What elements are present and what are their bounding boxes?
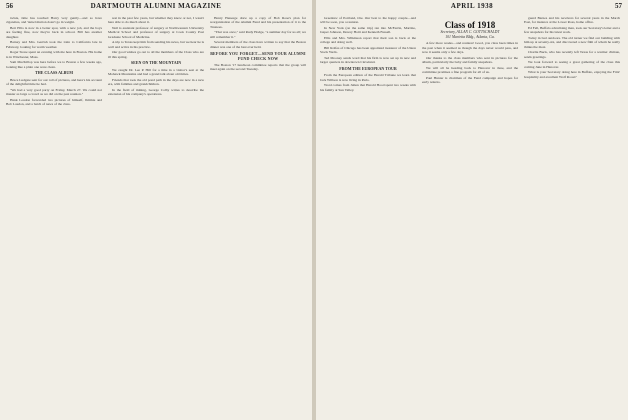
- paragraph: Our thanks to the class members who sent in pictures for the album, particularly the baby and family snapshots.: [422, 55, 518, 64]
- left-column-2: [108, 16, 204, 98]
- paragraph: Paul Hunter is chairman of the Fund campaign and hopes for early returns.: [422, 75, 518, 84]
- left-column-1: [6, 16, 102, 108]
- right-column-2: [422, 16, 518, 86]
- paragraph: In the field of mining, George Colby writes to describe the extension of his company's operations.: [108, 87, 204, 97]
- class-address: 101 Marietta Bldg., Atlanta, Ga.: [445, 34, 495, 39]
- running-title: DARTMOUTH ALUMNI MAGAZINE: [90, 2, 222, 10]
- right-page: [316, 0, 628, 420]
- left-column-3: [210, 16, 306, 73]
- paragraph: Hank Loudon forwarded two pictures of himself, Jimmie and Bob Loudon, and a batch of news of the class.: [6, 97, 102, 107]
- class-heading: [422, 20, 518, 39]
- right-column-3: [524, 16, 620, 80]
- paragraph: "That was once," said Rudy Hodge, "a summer day for us all; we still remember it.": [210, 30, 306, 39]
- paragraph: Bill Rolfes of Chicago has been appointed treasurer of the Union Stock Yards.: [320, 46, 416, 55]
- paragraph: In New York (on the same trip) ran into McFerrin, Martino, Jasper Johnson, Dewey Hoitt and Kenneth Fussell.: [320, 26, 416, 35]
- paragraph: Charlie Buck, who has recently left Texas for a warmer climate, sends greetings.: [524, 50, 620, 59]
- paragraph: A few more weeks—and reunion! Good, you class been times in the past when it seemed as though the days never would pass, and now it seems only a few days.: [422, 41, 518, 54]
- page-number: 56: [6, 2, 13, 10]
- paragraph: Greenlaw of Portland, Ore. Our best to the happy couple—and will be soon, you a reunion.: [320, 16, 416, 25]
- paragraph: Friends that took the old pond path in the days are now in a new era, with families and grandchildren.: [108, 77, 204, 87]
- paragraph: rest in the past few years, but whether they know or not, I wasn't here able to do much about it.: [108, 16, 204, 25]
- page-number: 57: [615, 2, 622, 10]
- paragraph: Ellis and Mrs. Wilkinson report that their son is back at the college and doing well.: [320, 36, 416, 45]
- left-page: [0, 0, 312, 420]
- paragraph: Ted Mooney sends word that his firm is now set up in new and larger quarters in downtown Cleveland.: [320, 56, 416, 65]
- fund-reminder-heading: BEFORE YOU FORGET—SEND YOUR ALUMNI FUND CHECK NOW: [210, 51, 306, 61]
- paragraph: guard Barnes and his receivers for several years in the March East, for instance at the Lower Ross, home office.: [524, 16, 620, 25]
- paragraph: Word comes from Julien that Harold Hood spent two weeks with his family at Sun Valley.: [320, 83, 416, 92]
- paragraph: "We had a very good party on Friday, March 27. We could not muster as large a crowd as we did on the past reunion.": [6, 87, 102, 97]
- paragraph: Bert Ellis is now in a better spot, with a new job, and the boys are feeling fine, now they're back in school. Bill has another daughter.: [6, 26, 102, 39]
- paragraph: Sam MacKillop was here before we to Boston a few weeks ago, looking like a plain one were clean.: [6, 60, 102, 69]
- paragraph: Neil is assistant professor of surgery at Northwestern University Medical School and professor of surgery at Cook County Post Graduate School of Medicine.: [108, 26, 204, 39]
- paragraph: Bruce Ludgate sent for our roll of pictures, and here's his account of the delightful time he had.: [6, 77, 102, 87]
- right-column-1: [320, 16, 416, 93]
- paragraph: What is your Secretary doing here in Buffalo, enjoying the Fritz' hospitality and excellent Wolf Roost?: [524, 70, 620, 79]
- paragraph: Henry Heneage drew up a copy of Bob Rose's plan for reorganization of the Alumni Fund and his presentation of it to the Trustees.: [210, 16, 306, 29]
- paragraph: Roger Stone spent an evening with me here in Boston. His home is in Winchester, Mass.: [6, 50, 102, 59]
- paragraph: A trip to Texas kept him from sending his news, but we hear he is well and active in his practice.: [108, 40, 204, 49]
- class-title: Class of 1918: [444, 20, 496, 30]
- section-subheading: SEEN ON THE MOUNTAIN: [130, 60, 182, 66]
- section-subheading: THE CLASS ALBUM: [34, 70, 73, 76]
- paragraph: Barney and Mrs. Gerrish took the train to California late in February, looking for warm weather.: [6, 40, 102, 49]
- paragraph: We caught Dr. Lee P. Hill for a time in a visitor's seat at the Mohawk Mountains and had a grand talk about old times.: [108, 67, 204, 77]
- paragraph: From the European edition of the Herald Tribune we learn that Jack Willson is now living in Paris.: [320, 73, 416, 82]
- paragraph: Several members of the class have written to say that the Boston dinner was one of the best ever held.: [210, 40, 306, 49]
- paragraph: Our good wishes go out to all the members of the Class who are ill this spring.: [108, 50, 204, 59]
- paragraph: We look forward to seeing a great gathering of the class this coming June in Hanover.: [524, 60, 620, 69]
- paragraph: twists, time has touched Harry very gently—and so have cigarettes, and 'tarnel mutton dosn't go in weight.: [6, 16, 102, 25]
- class-secretary: Secretary, ALLAN C. GOTTSCHALDT: [440, 30, 500, 34]
- paragraph: We will all be heading back to Hanover in June, and the committee promises a fine program for all of us.: [422, 65, 518, 74]
- section-subheading: FROM THE EUROPEAN TOUR: [339, 65, 397, 71]
- left-page-header: [6, 2, 306, 14]
- running-title: APRIL 1938: [450, 2, 494, 10]
- paragraph: Ed Fell, Buffalo advertising man, took our Secretary's letter and a few snapshots for his latest work.: [524, 26, 620, 35]
- paragraph: Today in bad outdoors. The old turner we find our building with him up at seventy-six, and discovered a new film of whom he really thinks the most.: [524, 36, 620, 49]
- paragraph: The Boston '17 luncheon committee reports that the group will meet again on the second Tuesday.: [210, 63, 306, 72]
- right-page-header: [322, 2, 622, 14]
